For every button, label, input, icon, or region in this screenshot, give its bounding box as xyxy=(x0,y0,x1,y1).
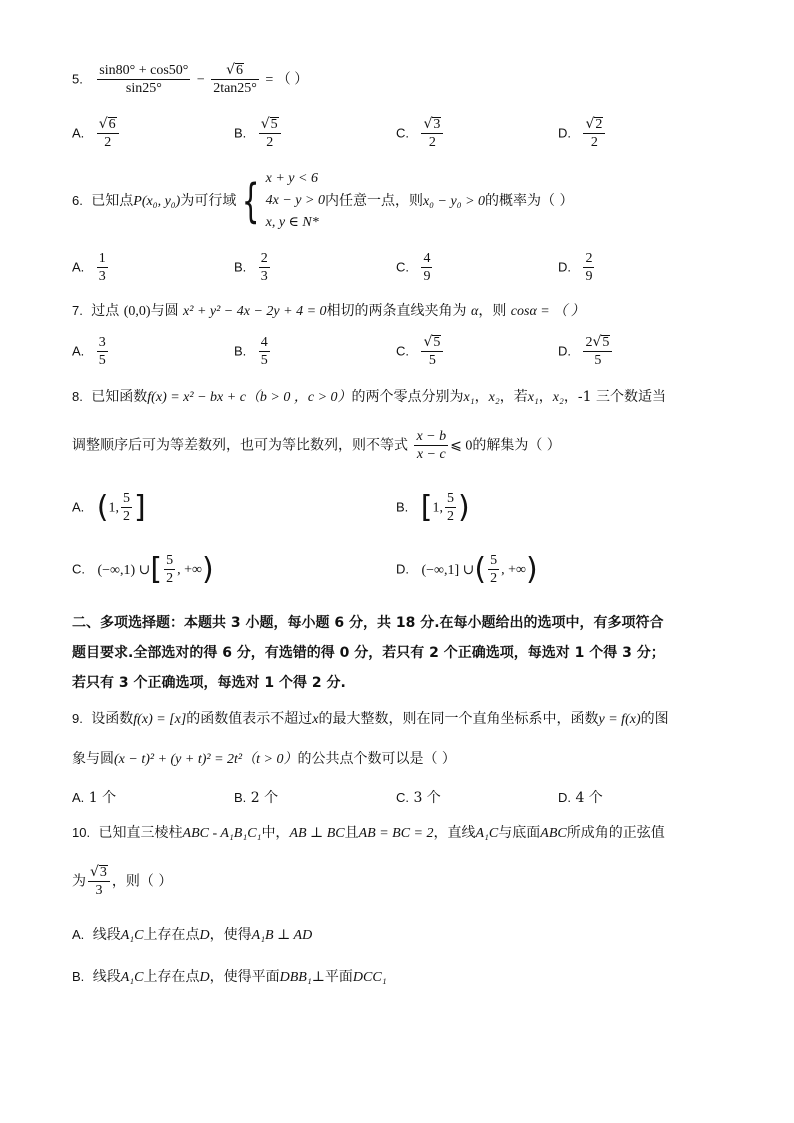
question-10: 10. 已知直三棱柱ABC - A₁B₁C₁中，AB ⊥ BC且AB = BC = 2，直线A₁C与底面ABC所成角的正弦值 xyxy=(72,825,665,841)
q5-option-b[interactable]: B. $\frac{√5}{2}$ xyxy=(234,116,283,151)
q8-option-b[interactable]: B. [1, $\frac{5}{2}$ ) xyxy=(396,490,470,525)
q8-option-d[interactable]: D. (−∞,1] ∪( $\frac{5}{2}$ , +∞) xyxy=(396,552,538,587)
q5-option-c[interactable]: C. $\frac{√3}{2}$ xyxy=(396,116,445,151)
fraction-sin: $\frac{\sin 80^\circ + \cos 50^\circ}{\sin 25^\circ}$ xyxy=(99,63,189,96)
q9-option-b[interactable]: B. 2 个 xyxy=(234,790,279,806)
system-brace: { xyxy=(242,174,260,228)
q9-option-d[interactable]: D. 4 个 xyxy=(558,790,603,806)
question-6: 6. 已知点P(x₀, y₀)为可行域 { x + y < 6 4x − y > 0 x, y ∈ N* 内任意一点，则x₀ − y₀ > 0的概率为（ ） xyxy=(72,168,573,234)
q7-option-c[interactable]: C. $\frac{√5}{5}$ xyxy=(396,334,445,369)
q7-option-a[interactable]: A. $\frac{3}{5}$ xyxy=(72,335,106,368)
q6-option-c[interactable]: C. $\frac{4}{9}$ xyxy=(396,251,431,284)
q8-option-a[interactable]: A. (1, $\frac{5}{2}$ ] xyxy=(72,490,146,525)
q9-option-a[interactable]: A. 1 个 xyxy=(72,790,117,806)
q5-option-a[interactable]: A. $\frac{√6}{2}$ xyxy=(72,116,121,151)
question-9-line2: 象与圆(x − t)² + (y + t)² = 2t²（t > 0）的公共点个数可以是（ ） xyxy=(72,751,456,767)
question-number: 5. xyxy=(72,71,83,87)
q6-option-a[interactable]: A. $\frac{1}{3}$ xyxy=(72,251,106,284)
q6-option-b[interactable]: B. $\frac{2}{3}$ xyxy=(234,251,268,284)
inequality-fraction: $\frac{x - b}{x - c}$ xyxy=(416,429,447,462)
question-5: 5. $\frac{\sin 80^\circ + \cos 50^\circ}{\sin 25^\circ}$ − $\frac{√6}{2\tan 25^\circ}$ = （ ） xyxy=(72,62,309,96)
q7-option-b[interactable]: B. $\frac{4}{5}$ xyxy=(234,335,268,368)
q10-option-b[interactable]: B. 线段A₁C上存在点D，使得平面DBB₁⊥平面DCC₁ xyxy=(72,969,387,985)
q5-option-d[interactable]: D. $\frac{√2}{2}$ xyxy=(558,116,607,151)
question-10-line2: 为 $\frac{√3}{3}$ ，则（ ） xyxy=(72,864,173,898)
question-9: 9. 设函数f(x) = [x]的函数值表示不超过x的最大整数，则在同一个直角坐标系中，函数y = f(x)的图 xyxy=(72,711,669,727)
question-8-line2: 调整顺序后可为等差数列，也可为等比数列，则不等式 $\frac{x - b}{x - c}$ ⩽ 0的解集为（ ） xyxy=(72,429,561,462)
q10-option-a[interactable]: A. 线段A₁C上存在点D，使得A₁B ⊥ AD xyxy=(72,927,313,943)
q6-option-d[interactable]: D. $\frac{2}{9}$ xyxy=(558,251,593,284)
section-2-heading: 二、多项选择题：本题共 3 小题，每小题 6 分，共 18 分.在每小题给出的选项中，有多项符合 题目要求.全部选对的得 6 分，有选错的得 0 分，若只有 2 个正确选项，每选对 1 个得 3 分； 若只有 3 个正确选项，每选对 1 个得 2 分. xyxy=(72,615,665,691)
q8-option-c[interactable]: C. (−∞,1) ∪[ $\frac{5}{2}$ , +∞) xyxy=(72,552,214,587)
q7-option-d[interactable]: D. $\frac{2√5}{5}$ xyxy=(558,334,614,369)
constraint-system: x + y < 6 4x − y > 0 x, y ∈ N* xyxy=(265,171,325,230)
q9-option-c[interactable]: C. 3 个 xyxy=(396,790,441,806)
fraction-tan: $\frac{√6}{2\tan 25^\circ}$ xyxy=(213,62,257,96)
question-8: 8. 已知函数f(x) = x² − bx + c（b > 0 ，c > 0）的两个零点分别为x₁，x₂，若x₁，x₂，-1 三个数适当 xyxy=(72,389,666,405)
question-7: 7. 过点 (0,0)与圆 x² + y² − 4x − 2y + 4 = 0相切的两条直线夹角为 α，则 cosα = （ ） xyxy=(72,303,585,319)
